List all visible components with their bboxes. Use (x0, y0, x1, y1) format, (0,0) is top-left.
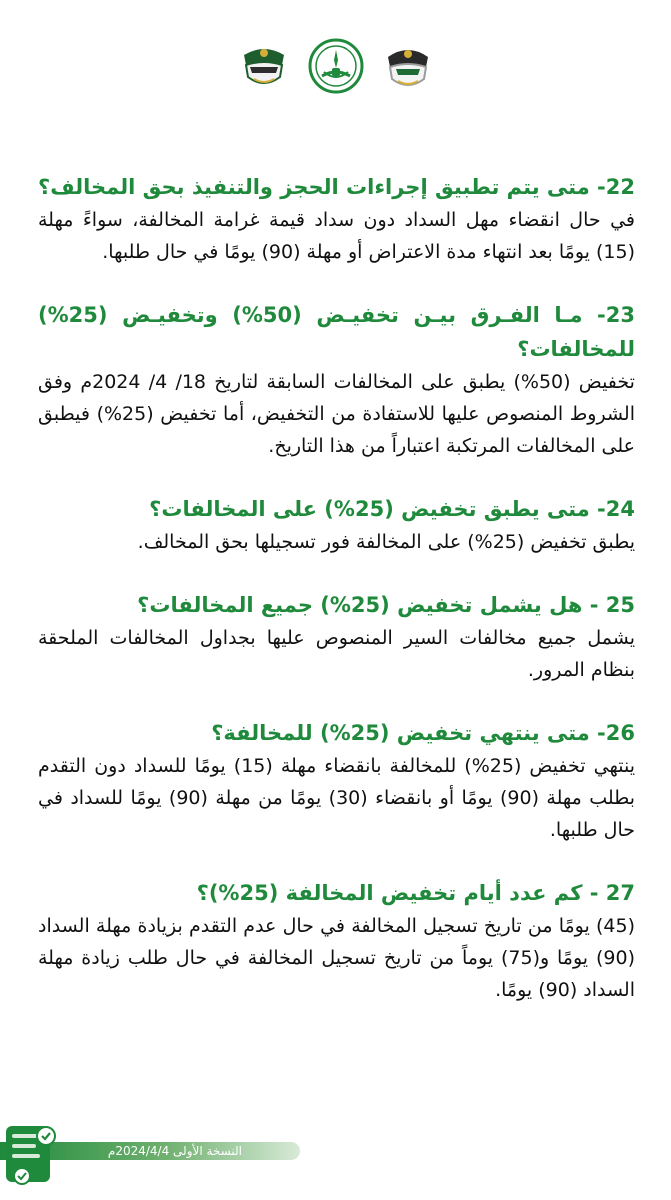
faq-question: 27 - كم عدد أيام تخفيض المخالفة (25%)؟ (196, 881, 635, 905)
faq-item-23 (38, 298, 635, 462)
version-label: النسخة الأولى 2024/4/4م (107, 1144, 242, 1158)
faq-item-26 (38, 716, 635, 846)
faq-answer: تخفيض (50%) يطبق على المخالفات السابقة لتاريخ 18/ 4/ 2024م وفق الشروط المنصوص عليها للاستفادة من التخفيض، أما تخفيض (25%) فيطبق على المخالفات المرتكبة اعتباراً من هذا التاريخ. (38, 371, 635, 457)
document-check-icon (2, 1120, 60, 1190)
faq-question: 23- مـا الفـرق بيـن تخفيـض (50%) وتخفيـض (25%) للمخالفات؟ (38, 303, 635, 361)
faq-answer: يشمل جميع مخالفات السير المنصوص عليها بجداول المخالفات الملحقة بنظام المرور. (38, 627, 635, 681)
header-logos (0, 36, 671, 96)
faq-question: 22- متى يتم تطبيق إجراءات الحجز والتنفيذ بحق المخالف؟ (38, 175, 635, 199)
faq-answer: ينتهي تخفيض (25%) للمخالفة بانقضاء مهلة (15) يومًا للسداد دون التقدم بطلب مهلة (90) يومًا أو بانقضاء (30) يومًا من مهلة (90) يومًا للسداد في حال طلبها. (38, 755, 636, 841)
faq-question: 24- متى يطبق تخفيض (25%) على المخالفات؟ (149, 497, 635, 521)
faq-item-24 (38, 492, 635, 558)
traffic-police-emblem-icon (238, 41, 290, 91)
ministry-of-interior-emblem-icon (308, 38, 364, 94)
faq-item-25 (38, 588, 635, 686)
faq-item-27 (38, 876, 635, 1006)
faq-list (38, 170, 635, 1036)
public-security-emblem-icon (382, 41, 434, 91)
faq-question: 26- متى ينتهي تخفيض (25%) للمخالفة؟ (211, 721, 635, 745)
footer (0, 1110, 671, 1200)
faq-answer: (45) يومًا من تاريخ تسجيل المخالفة في حال عدم التقدم بزيادة مهلة السداد (90) يومًا و(75) يوماً من تاريخ تسجيل المخالفة في حال طلب زيادة مهلة السداد (90) يومًا. (38, 915, 635, 1001)
faq-answer: في حال انقضاء مهل السداد دون سداد قيمة غرامة المخالفة، سواءً مهلة (15) يومًا بعد انتهاء مدة الاعتراض أو مهلة (90) يومًا في حال طلبها. (38, 209, 635, 263)
faq-item-22 (38, 170, 635, 268)
faq-answer: يطبق تخفيض (25%) على المخالفة فور تسجيلها بحق المخالف. (137, 531, 635, 553)
faq-question: 25 - هل يشمل تخفيض (25%) جميع المخالفات؟ (137, 593, 635, 617)
